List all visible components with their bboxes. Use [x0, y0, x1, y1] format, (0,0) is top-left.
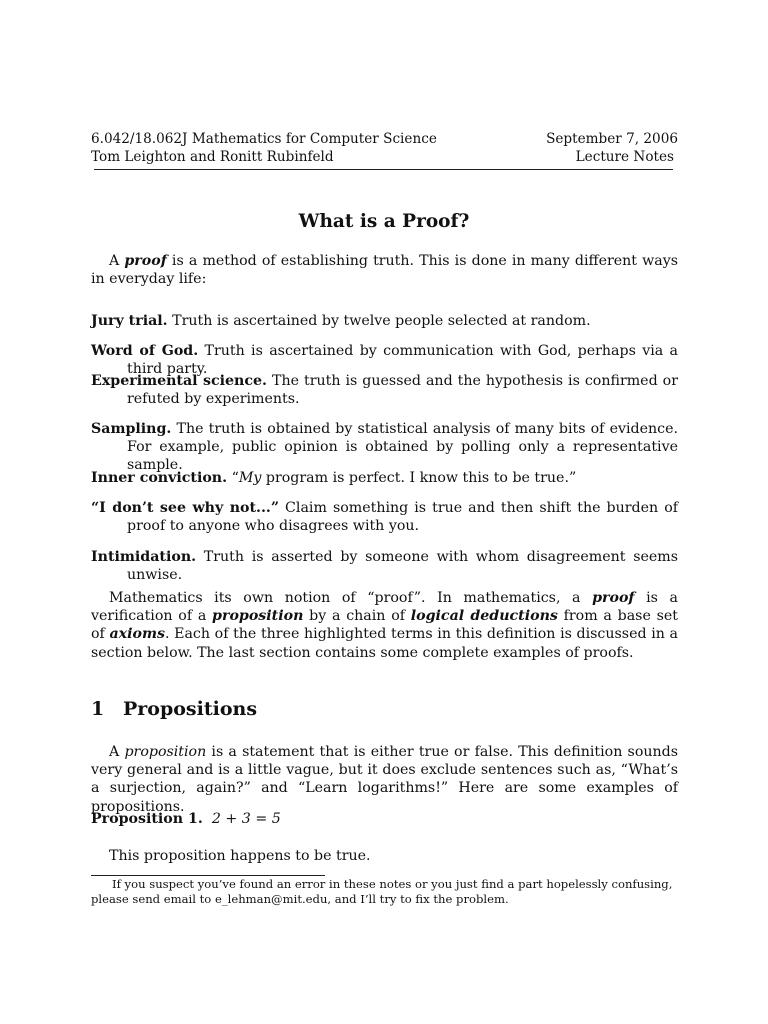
method-intimidation: Intimidation. Truth is asserted by someone with whom disagreement seems unwise. — [91, 549, 678, 584]
proof-term: proof — [124, 253, 167, 269]
term-proposition-italic: proposition — [124, 744, 207, 760]
date: September 7, 2006 — [546, 131, 678, 147]
footnote: If you suspect you’ve found an error in these notes or you just find a part hopelessly confusing, please send email to e_lehman@mit.edu, and I’ll try to fix the problem. — [91, 877, 673, 906]
term-axioms: axioms — [109, 626, 165, 643]
proposition-1 — [91, 810, 678, 828]
footnote-rule — [91, 875, 325, 876]
header-rule — [94, 169, 673, 170]
term-proof: proof — [592, 590, 635, 606]
page-title: What is a Proof? — [298, 211, 470, 232]
section-number: 1 — [91, 698, 105, 720]
section-heading — [91, 696, 257, 722]
proposition-1-note: This proposition happens to be true. — [109, 848, 371, 864]
header-row-2 — [91, 148, 678, 166]
proposition-statement: 2 + 3 = 5 — [211, 811, 281, 827]
method-sampling: Sampling. The truth is obtained by statistical analysis of many bits of evidence. For example, public opinion is obtained by polling only a representative sample. — [91, 421, 678, 474]
method-experimental-science: Experimental science. The truth is guessed and the hypothesis is confirmed or refuted by experiments. — [91, 373, 678, 408]
header-row-1 — [91, 130, 678, 148]
term-proposition: proposition — [212, 608, 304, 625]
method-dont-see-why-not: “I don’t see why not...” Claim something is true and then shift the burden of proof to anyone who disagrees with you. — [91, 500, 678, 535]
course-title: 6.042/18.062J Mathematics for Computer Science — [91, 131, 437, 147]
method-inner-conviction: Inner conviction. “My program is perfect. I know this to be true.” — [91, 470, 577, 486]
term-logical-deductions: logical deductions — [410, 608, 558, 625]
doc-type: Lecture Notes — [575, 149, 674, 165]
proposition-label: Proposition 1. — [91, 811, 203, 827]
intro-paragraph: A proof is a method of establishing truth. This is done in many different ways in everyday life: — [91, 253, 678, 288]
method-word-of-god: Word of God. Truth is ascertained by communication with God, perhaps via a third party. — [91, 343, 678, 378]
authors: Tom Leighton and Ronitt Rubinfeld — [91, 149, 334, 165]
definition-paragraph: Mathematics its own notion of “proof”. In mathematics, a proof is a verification of a proposition by a chain of logical deductions from a base set of axioms. Each of the three highlighted terms in this definition is discussed in a section below. The last section contains some complete examples of proofs. — [91, 590, 678, 661]
section-title: Propositions — [123, 698, 258, 720]
propositions-intro: A proposition is a statement that is either true or false. This definition sounds very general and is a little vague, but it does exclude sentences such as, “What’s a surjection, again?” and “Learn logarithms!” Here are some examples of propositions. — [91, 744, 678, 815]
method-jury-trial: Jury trial. Truth is ascertained by twelve people selected at random. — [91, 313, 591, 329]
